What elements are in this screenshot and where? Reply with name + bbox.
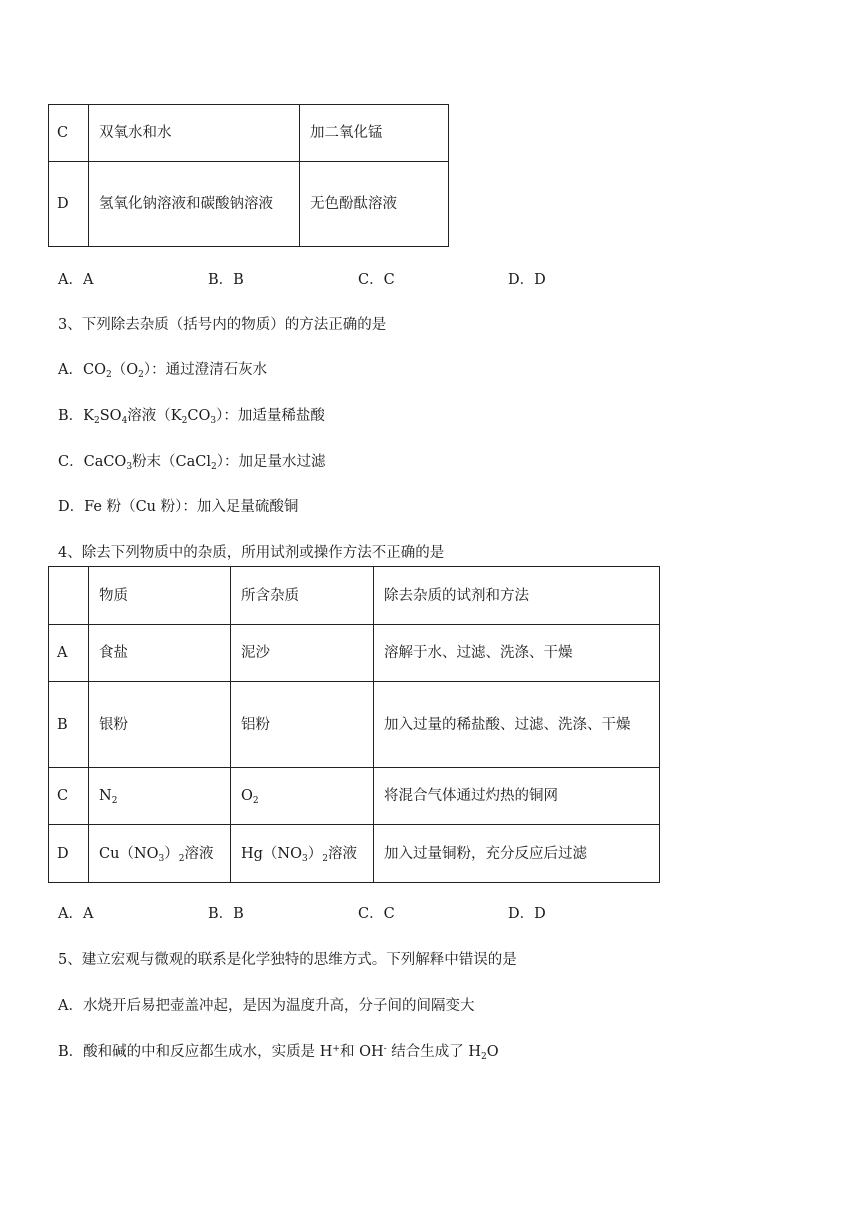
subscript: 4 — [121, 416, 128, 426]
row-label: B — [49, 682, 89, 768]
option-c[interactable]: C．C — [358, 272, 395, 288]
subscript: 3 — [302, 853, 308, 864]
text: 和 OH — [339, 1044, 384, 1060]
method-cell: 加入过量的稀盐酸、过滤、洗涤、干燥 — [374, 682, 660, 768]
text: 结合生成了 H — [386, 1044, 482, 1060]
subscript: 2 — [322, 853, 328, 864]
text: 溶液（K — [127, 408, 182, 424]
text: 溶液 — [327, 845, 357, 862]
question-5-option-a[interactable]: A．水烧开后易把壶盖冲起，是因为温度升高，分子间的间隔变大 — [58, 998, 475, 1014]
text: 溶液 — [184, 845, 214, 862]
substance-cell: 双氧水和水 — [89, 105, 300, 162]
subscript: 2 — [481, 1052, 487, 1062]
subscript: 2 — [105, 370, 112, 380]
method-cell: 将混合气体通过灼热的铜网 — [374, 768, 660, 825]
header-cell: 所含杂质 — [231, 567, 374, 625]
substance-cell: 氢氧化钠溶液和碳酸钠溶液 — [89, 162, 300, 247]
table-row — [49, 768, 660, 825]
text: CO — [187, 408, 211, 424]
text: N — [99, 788, 112, 804]
method-cell: 无色酚酞溶液 — [300, 162, 449, 247]
question-5-option-b[interactable] — [58, 1040, 499, 1064]
text: ） — [307, 845, 323, 862]
subscript: 2 — [252, 796, 259, 806]
substance-cell — [89, 768, 231, 825]
header-cell: 除去杂质的试剂和方法 — [374, 567, 660, 625]
method-cell: 溶解于水、过滤、洗涤、干燥 — [374, 625, 660, 682]
text: ）：加适量稀盐酸 — [216, 408, 325, 424]
impurity-cell: 铝粉 — [231, 682, 374, 768]
subscript: 2 — [94, 416, 100, 426]
text: ）：加足量水过滤 — [216, 454, 326, 470]
text: B．K — [58, 408, 94, 424]
option-b[interactable]: B．B — [208, 272, 244, 288]
question-3-option-b[interactable] — [58, 404, 325, 428]
table-row — [49, 682, 660, 768]
row-label: D — [49, 162, 89, 247]
subscript: 3 — [126, 462, 133, 472]
table-row — [49, 105, 449, 162]
row-label: A — [49, 625, 89, 682]
substance-cell: 食盐 — [89, 625, 231, 682]
header-cell — [49, 567, 89, 625]
table-row — [49, 825, 660, 883]
method-cell: 加入过量铜粉，充分反应后过滤 — [374, 825, 660, 883]
header-cell: 物质 — [89, 567, 231, 625]
text: 粉末（CaCl — [132, 454, 212, 470]
impurity-cell: 泥沙 — [231, 625, 374, 682]
subscript: 2 — [211, 462, 217, 472]
option-d[interactable]: D．D — [508, 272, 546, 288]
text: ） — [164, 845, 179, 862]
table-header-row — [49, 567, 660, 625]
row-label: C — [49, 768, 89, 825]
question-4-stem: 4、除去下列物质中的杂质，所用试剂或操作方法不正确的是 — [58, 545, 445, 561]
impurity-cell — [231, 825, 374, 883]
subscript: 2 — [181, 416, 188, 426]
subscript: 3 — [158, 853, 165, 864]
row-label: C — [49, 105, 89, 162]
method-cell: 加二氧化锰 — [300, 105, 449, 162]
superscript: - — [383, 1044, 387, 1054]
text: Cu（NO — [99, 845, 159, 862]
substance-cell: 银粉 — [89, 682, 231, 768]
impurity-cell — [231, 768, 374, 825]
table-row — [49, 625, 660, 682]
substance-cell — [89, 825, 231, 883]
text: O — [241, 788, 253, 804]
option-a[interactable]: A．A — [58, 272, 94, 288]
impurity-table — [48, 566, 660, 883]
question-3-option-c[interactable] — [58, 450, 326, 474]
table-row — [49, 162, 449, 247]
text: B．酸和碱的中和反应都生成水，实质是 H — [58, 1044, 333, 1060]
text: ）：通过澄清石灰水 — [143, 362, 268, 378]
option-a[interactable]: A．A — [58, 906, 94, 922]
superscript: + — [332, 1044, 340, 1054]
subscript: 2 — [178, 853, 185, 864]
text: Hg（NO — [241, 845, 303, 862]
question-5-stem: 5、建立宏观与微观的联系是化学独特的思维方式。下列解释中错误的是 — [58, 952, 517, 968]
option-c[interactable]: C．C — [358, 906, 395, 922]
subscript: 2 — [138, 370, 144, 380]
question-3-stem: 3、下列除去杂质（括号内的物质）的方法正确的是 — [58, 317, 387, 333]
options-table-1 — [48, 104, 449, 247]
option-d[interactable]: D．D — [508, 906, 546, 922]
text: C．CaCO — [58, 454, 127, 470]
subscript: 3 — [210, 416, 217, 426]
question-3-option-a[interactable] — [58, 358, 267, 382]
row-label: D — [49, 825, 89, 883]
question-3-option-d[interactable]: D．Fe 粉（Cu 粉）：加入足量硫酸铜 — [58, 499, 299, 515]
text: SO — [99, 408, 122, 424]
text: O — [486, 1044, 499, 1060]
text: A．CO — [58, 362, 106, 378]
subscript: 2 — [111, 796, 118, 806]
text: （O — [111, 362, 139, 378]
option-b[interactable]: B．B — [208, 906, 244, 922]
